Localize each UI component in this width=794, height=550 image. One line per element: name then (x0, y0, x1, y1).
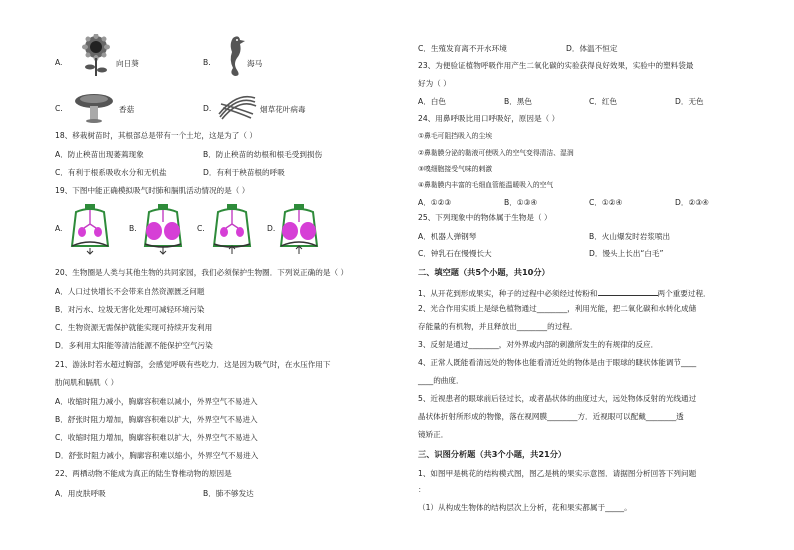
seahorse-icon (225, 34, 247, 78)
q20-stem: 20、生物圈是人类与其他生物的共同家园，我们必须保护生物圈．下列说正确的是（ ） (55, 268, 349, 277)
fill-2-line1[interactable]: 2、光合作用实质上是绿色植物通过________，利用光能，把二氧化碳和水转化成储 (418, 304, 697, 313)
q20-option-d[interactable]: D．多利用太阳能等清洁能源不能保护空气污染 (55, 341, 213, 350)
fill-2-line2[interactable]: 存能量的有机物，并且释放出________的过程． (418, 322, 578, 331)
q25-stem: 25、下列现象中的物体属于生物是（ ） (418, 213, 552, 222)
q22-option-d[interactable]: D．体温不恒定 (566, 44, 618, 53)
q20-option-b[interactable]: B．对污水、垃圾无害化处理可减轻环境污染 (55, 305, 205, 314)
q24-statement-4: ④鼻黏膜内丰富的毛细血管能温暖吸入的空气 (418, 181, 554, 189)
q24-stem: 24、用鼻呼吸比用口呼吸好，原因是（ ） (418, 114, 560, 123)
q24-statement-3: ③嗅细胞接受气味的刺激 (418, 165, 493, 173)
q24-statement-2: ②鼻黏膜分泌的黏液可使吸入的空气变得清洁、湿润 (418, 149, 574, 157)
q17-option-c: C. (55, 104, 63, 113)
section-figure-analysis-heading: 三、识图分析题（共3个小题，共21分） (418, 449, 567, 459)
q21-stem-line2: 肋间肌和膈肌（ ） (55, 378, 119, 387)
q23-option-a[interactable]: A．白色 (418, 97, 446, 106)
q24-statement-1: ①鼻毛可阻挡吸入的尘埃 (418, 132, 493, 140)
q23-stem-line1: 23、为便验证植物呼吸作用产生二氧化碳的实验获得良好效果，实验中的塑料袋最 (418, 61, 694, 70)
analysis-1-line1: 1、如图甲是桃花的结构模式图，图乙是桃的果实示意图．请据图分析回答下列问题 (418, 469, 697, 478)
q18-option-b[interactable]: B．防止秧苗的幼根和根毛受到损伤 (203, 150, 323, 159)
q18-option-d[interactable]: D．有利于秧苗根的呼吸 (203, 168, 285, 177)
q23-option-c[interactable]: C．红色 (589, 97, 618, 106)
fill-1: 1、从开花到形成果实，种子的过程中必须经过传粉和 两个重要过程． (418, 289, 711, 298)
fill-4-line1[interactable]: 4、正常人既能看清远处的物体也能看清近处的物体是由于眼球的睫状体能调节____ (418, 358, 697, 367)
fill-5-line1: 5、近视患者的眼球前后径过长，或者晶状体的曲度过大，远处物体反射的光线通过 (418, 394, 697, 403)
q20-option-c[interactable]: C．生物资源无需保护就能实现可持续开发利用 (55, 323, 213, 332)
q18-option-c[interactable]: C．有利于根系吸收水分和无机盐 (55, 168, 167, 177)
q24-option-b[interactable]: B．①③④ (504, 198, 538, 207)
q17-option-d-label: 烟草花叶病毒 (260, 105, 306, 114)
q21-stem-line1: 21、游泳时若水超过胸部，会感觉呼吸有些吃力．这是因为吸气时，在水压作用下 (55, 360, 331, 369)
q25-option-a[interactable]: A．机器人弹钢琴 (418, 232, 477, 241)
q19-option-b[interactable]: B. (129, 224, 137, 233)
fill-5-line3: 镜矫正． (418, 430, 449, 439)
q24-option-c[interactable]: C．①②④ (589, 198, 623, 207)
mushroom-icon (73, 92, 115, 124)
analysis-1-line2: ： (418, 485, 426, 494)
q21-option-a[interactable]: A．收缩时阻力减小，胸廓容积难以减小，外界空气不易进入 (55, 397, 258, 406)
fill-5-line2[interactable]: 晶状体折射所形成的物像，落在视网膜________方．近视眼可以配戴________透 (418, 412, 684, 421)
q21-option-b[interactable]: B．舒张时阻力增加，胸廓容积难以扩大，外界空气不易进入 (55, 415, 258, 424)
q21-option-d[interactable]: D．舒张时阻力减小，胸廓容积难以缩小，外界空气不易进入 (55, 451, 259, 460)
fill-4-line2[interactable]: ____的曲度． (418, 376, 464, 385)
fill-3[interactable]: 3、反射是通过________，对外界或内部的刺激所发生的有规律的反应． (418, 340, 659, 349)
q17-option-b-label: 海马 (247, 59, 263, 68)
virus-icon (217, 92, 257, 120)
q23-option-b[interactable]: B．黑色 (504, 97, 532, 106)
q22-option-b[interactable]: B．肺不够发达 (203, 489, 254, 498)
bell-jar-model-c (206, 202, 258, 256)
fill-1-blank[interactable] (598, 287, 658, 296)
q23-option-d[interactable]: D．无色 (675, 97, 704, 106)
q23-stem-line2: 好为（ ） (418, 79, 451, 88)
q17-option-c-label: 香菇 (119, 105, 135, 114)
bell-jar-model-a (64, 202, 116, 256)
bell-jar-model-d (273, 202, 325, 256)
right-column (418, 0, 788, 550)
q21-option-c[interactable]: C．收缩时阻力增加，胸廓容积难以扩大，外界空气不易进入 (55, 433, 258, 442)
q18-option-a[interactable]: A．防止秧苗出现萎蔫现象 (55, 150, 144, 159)
q25-option-d[interactable]: D．馒头上长出“白毛” (589, 249, 664, 258)
analysis-1-question-1[interactable]: （1）从构成生物体的结构层次上分析，花和果实都属于_____。 (418, 503, 632, 512)
sunflower-icon (79, 34, 113, 76)
q19-option-c[interactable]: C. (197, 224, 205, 233)
q17-option-b: B. (203, 58, 211, 67)
q19-stem: 19、下图中能正确模拟吸气时肺和膈肌活动情况的是（ ） (55, 186, 250, 195)
section-fill-in-heading: 二、填空题（共5个小题，共10分） (418, 267, 550, 277)
q22-stem: 22、两栖动物不能成为真正的陆生脊椎动物的原因是 (55, 469, 232, 478)
q25-option-c[interactable]: C．钟乳石在慢慢长大 (418, 249, 492, 258)
left-column (55, 0, 425, 550)
q19-option-a[interactable]: A. (55, 224, 63, 233)
bell-jar-model-b (137, 202, 189, 256)
q17-option-a: A. (55, 58, 63, 67)
q24-option-d[interactable]: D．②③④ (675, 198, 709, 207)
q20-option-a[interactable]: A．人口过快增长不会带来自然资源匮乏问题 (55, 287, 205, 296)
q24-option-a[interactable]: A．①②③ (418, 198, 452, 207)
q17-option-d: D. (203, 104, 212, 113)
q22-option-a[interactable]: A．用皮肤呼吸 (55, 489, 106, 498)
q19-option-d[interactable]: D. (267, 224, 276, 233)
q25-option-b[interactable]: B．火山爆发时岩浆喷出 (589, 232, 671, 241)
q18-stem: 18、移栽树苗时，其根部总是带有一个土坨，这是为了（ ） (55, 131, 257, 140)
q17-option-a-label: 向日葵 (116, 59, 139, 68)
q22-option-c[interactable]: C．生殖发育离不开水环境 (418, 44, 507, 53)
